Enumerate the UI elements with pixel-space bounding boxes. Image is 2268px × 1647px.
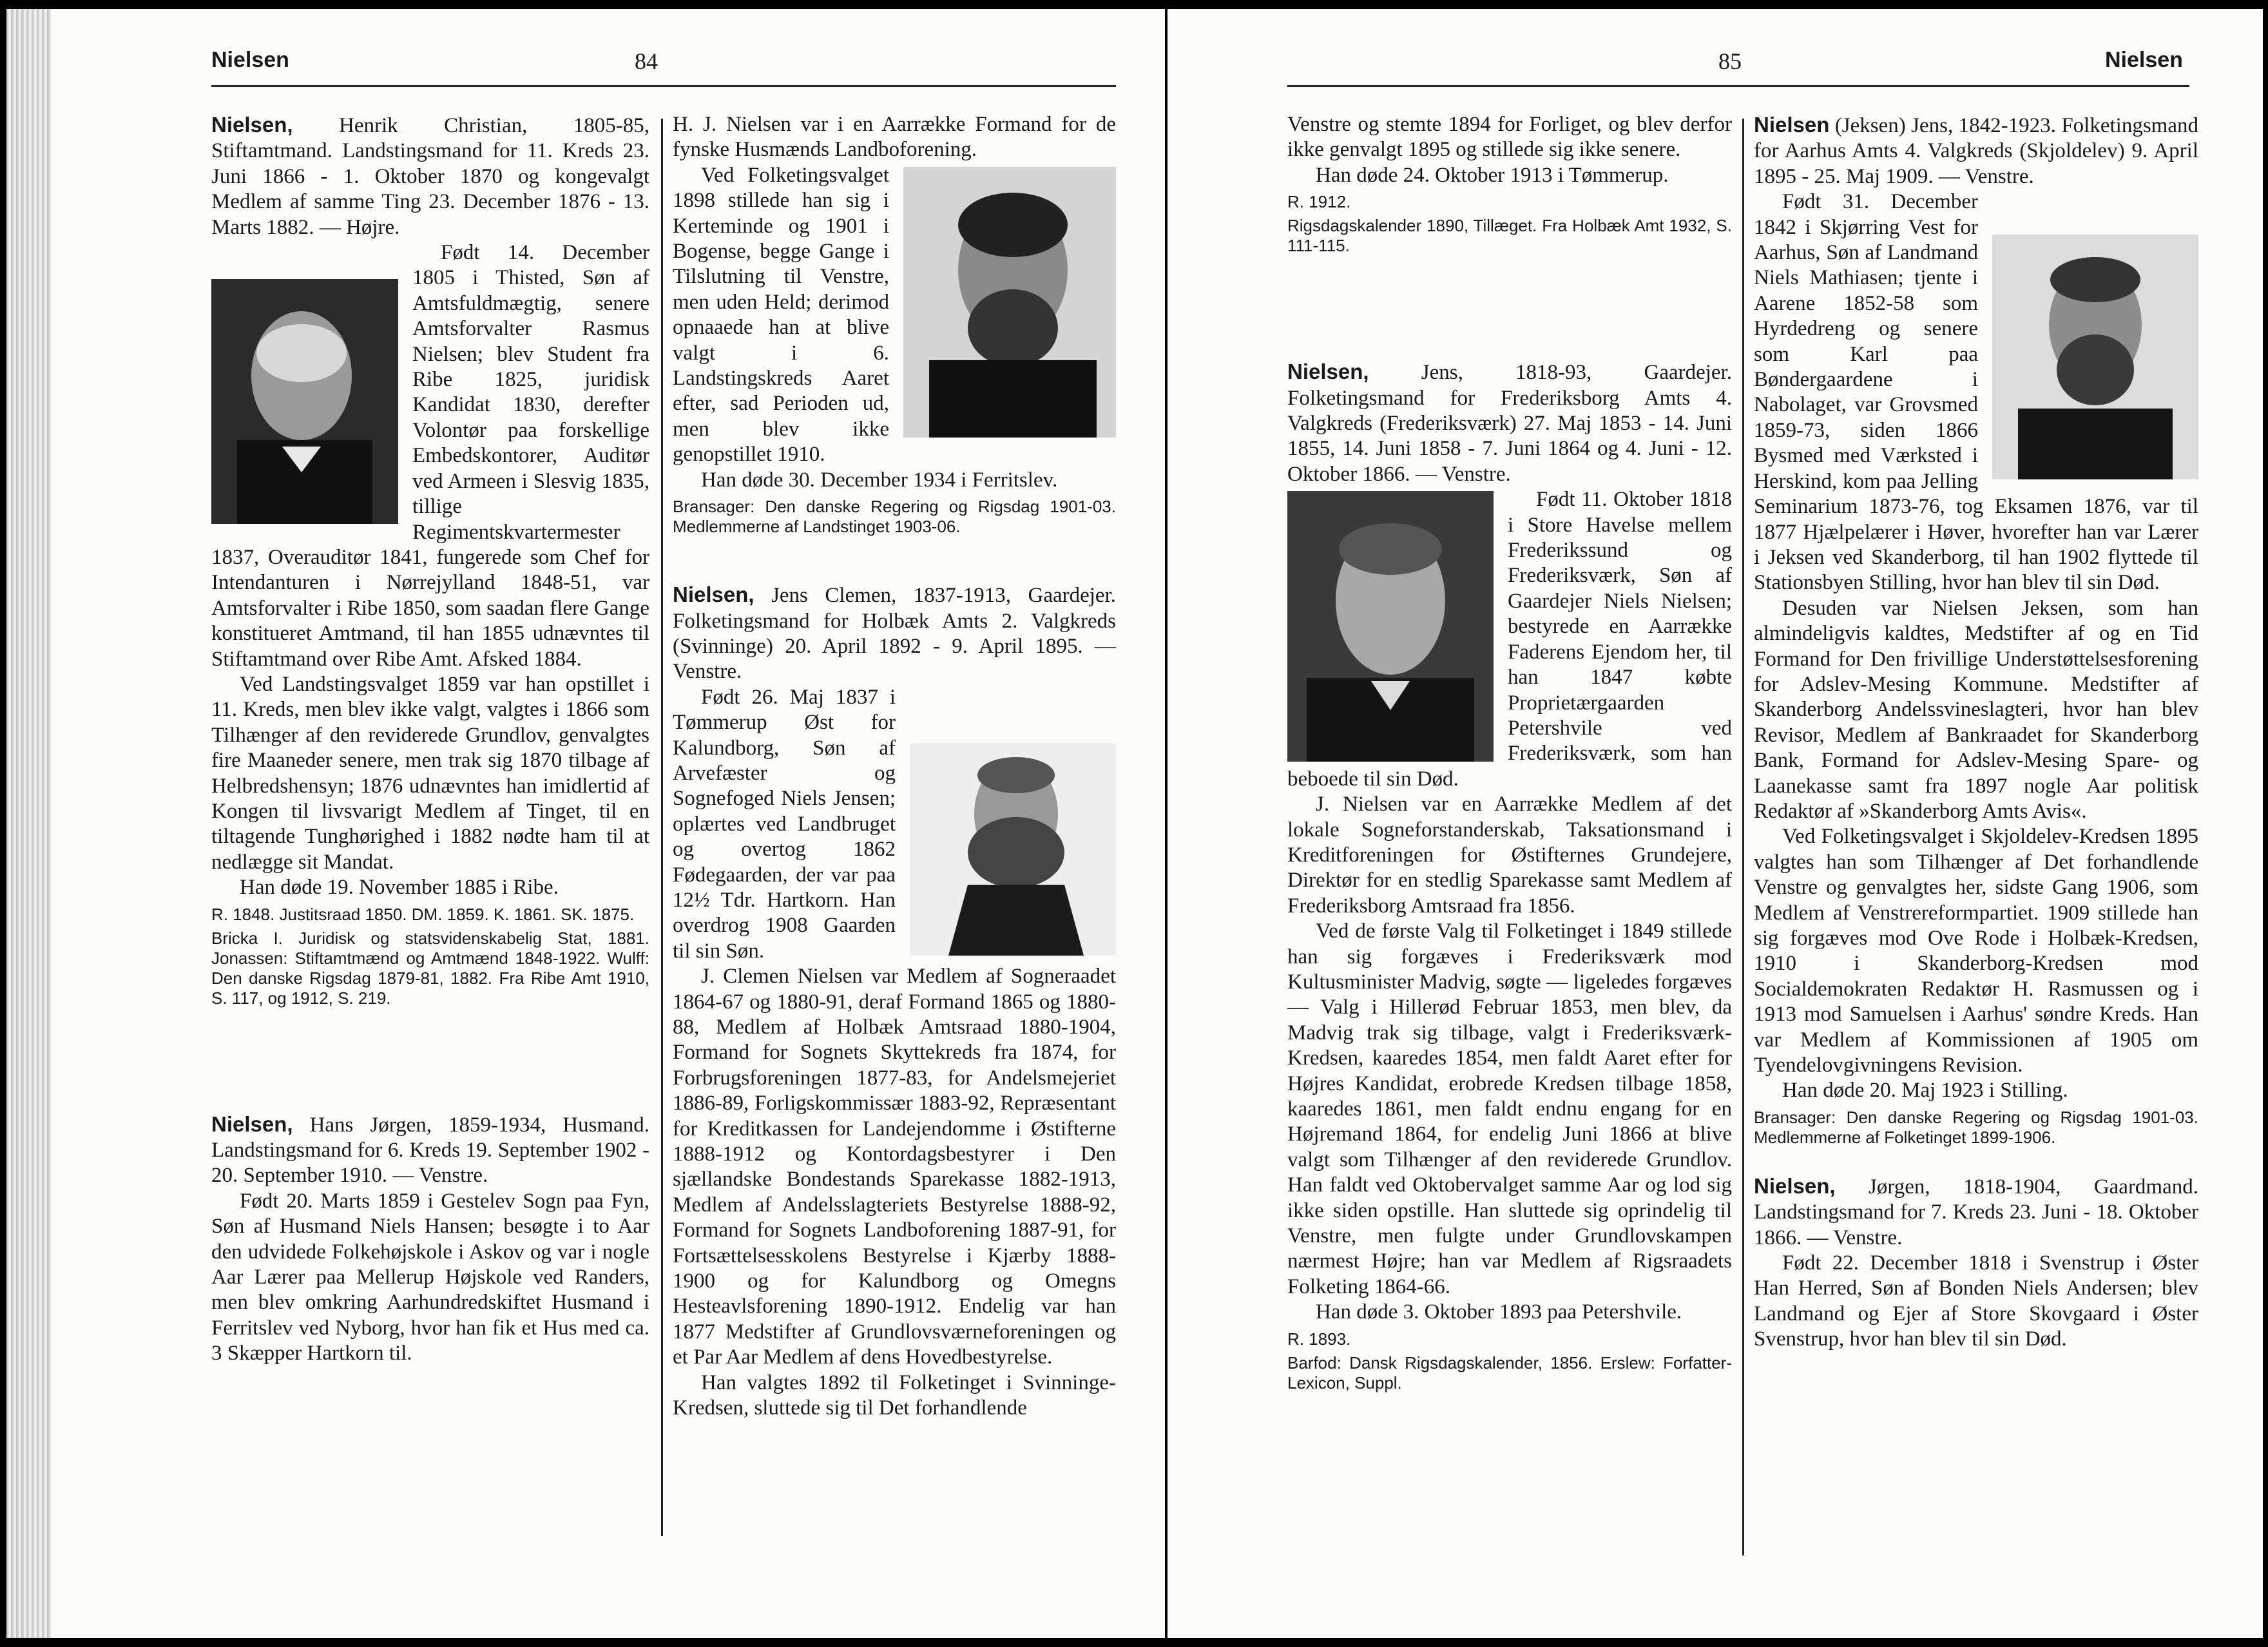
entry-sources: Rigsdagskalender 1890, Tillæget. Fra Holbæk Amt 1932, S. 111-115. <box>1287 216 1732 256</box>
portrait-jens-jeksen-nielsen <box>1992 235 2198 479</box>
page-number: 85 <box>1718 48 1742 74</box>
entry-sources: Bricka I. Juridisk og statsvidenskabelig Stat, 1881. Jonassen: Stiftamtmænd og Amtmænd 1848-1922. Wulff: Den danske Rigsdag 1879-81, 1882. Fra Ribe Amt 1910, S. 117, og 1912, S. 219. <box>211 928 649 1008</box>
right-column-1 <box>1287 112 1732 1393</box>
entry-name: Nielsen <box>1754 113 1830 137</box>
portrait-henrik-christian-nielsen <box>211 279 398 524</box>
running-head-name: Nielsen <box>2105 48 2183 72</box>
page-number: 84 <box>635 48 658 74</box>
entry-name: Nielsen, <box>211 1112 293 1136</box>
entry-paragraph: Født 11. Oktober 1818 i Store Havelse mellem Frederikssund og Frederiksværk, Søn af Gaardejer Niels Nielsen; bestyrede en Aarrække Faderens Ejendom her, til han 1847 købte Proprietærgaarden Petershvile ved Frederiksværk, som han beboede til sin Død. <box>1287 488 1732 791</box>
page-edge-stack <box>6 9 52 1638</box>
entry-name: Nielsen, <box>1287 360 1369 384</box>
entry-paragraph: Han valgtes 1892 til Folketinget i Svinninge-Kredsen, sluttede sig til Det forhandlende <box>673 1371 1116 1420</box>
entry-paragraph: Han døde 30. December 1934 i Ferritslev. <box>701 468 1058 492</box>
entry-paragraph: Han døde 3. Oktober 1893 paa Petershvile. <box>1316 1300 1682 1324</box>
entry-paragraph: Ved de første Valg til Folketinget i 1849 stillede han sig forgæves i Frederiksværk mod Kultusminister Madvig, søgte — ligeledes forgæves — Valg i Hillerød Februar 1853, men blev, da Madvig trak sig tilbage, valgt i Frederiksværk-Kredsen, kaaredes 1854, men faldt Aaret efter for Højres Kandidat, erobrede Kredsen tilbage 1858, kaaredes 1861, men faldt endnu engang for en Højremand 1864, for endelig Juni 1866 at blive valgt som Tilhænger af den reviderede Grundlov. Han faldt ved Oktobervalget samme Aar og lod sig ikke siden opstille. Han sluttede sig oprindelig til Venstre, men fulgte under Grundlovskampen nærmest Højre; han var Medlem af Rigsraadets Folketing 1864-66. <box>1287 920 1732 1298</box>
entry-honors: R. 1893. <box>1287 1329 1351 1349</box>
entry-paragraph: H. J. Nielsen var i en Aarrække Formand for de fynske Husmænds Landboforening. <box>673 113 1116 162</box>
column-rule <box>1742 119 1744 1556</box>
running-head-name: Nielsen <box>211 48 289 72</box>
entry-paragraph: Ved Landstingsvalget 1859 var han opstillet i 11. Kreds, men blev ikke valgt, valgtes i 1866 som Tilhænger af den reviderede Grundlov, genvalgtes fire Maaneder senere, men trak sig 1870 tilbage af Helbredshensyn; 1876 udnævntes han imidlertid af Kongen til livsvarigt Medlem af Tinget, til en tiltagende Tunghørighed i 1882 nødte ham til at nedlægge sit Mandat. <box>211 672 649 874</box>
entry-paragraph: Desuden var Nielsen Jeksen, som han almindeligvis kaldtes, Medstifter af og en Tid Formand for Den frivillige Understøttelsesforening for Adslev-Mesing Kommune. Medstifter af Skanderborg Andelssvineslagteri, hvor han blev Revisor, Medlem af Bankraadet for Skanderborg Bank, Formand for Adslev-Mesing Spare- og Laanekasse samt fra 1897 nogle Aar politisk Redaktør af »Skanderborg Amts Avis«. <box>1754 596 2198 823</box>
portrait-hans-jorgen-nielsen <box>903 167 1116 438</box>
entry-jens-clemen-nielsen <box>673 582 1116 685</box>
entry-name: Nielsen, <box>211 113 293 137</box>
entry-name: Nielsen, <box>673 583 754 607</box>
entry-sources: Bransager: Den danske Regering og Rigsdag 1901-03. Medlemmerne af Landstinget 1903-06. <box>673 497 1116 537</box>
entry-paragraph: Han døde 20. Maj 1923 i Stilling. <box>1782 1079 2068 1103</box>
entry-paragraph: Født 22. December 1818 i Svenstrup i Øster Han Herred, Søn af Bonden Niels Andersen; blev Landmand og Ejer af Store Skovgaard i Øster Svenstrup, hvor han blev til sin Død. <box>1754 1251 2198 1351</box>
entry-henrik-christian-nielsen <box>211 112 649 240</box>
header-rule <box>211 85 1116 87</box>
entry-paragraph: J. Clemen Nielsen var Medlem af Sogneraadet 1864-67 og 1880-91, deraf Formand 1865 og 1880-88, Medlem af Holbæk Amtsraad 1880-1904, Formand for Sognets Skyttekreds fra 1874, for Forbrugsforeningen 1877-83, for Andelsmejeriet 1886-89, Forligskommissær 1883-92, Repræsentant for Kreditkassen for Landejendomme i Østifterne 1888-1912 og Kontordagsbestyrer i Den sjællandske Bondestands Sparekasse 1882-1913, Medlem af Andelsslagteriets Bestyrelse 1888-92, Formand for Sognets Landboforening 1887-91, for Fortsættelsesskolens Bestyrelse i Kjærby 1888-1900 og for Kalundborg og Omegns Hesteavlsforening 1890-1912. Endelig var han 1877 Medstifter af Grundlovsværneforeningen og et Par Aar Medlem af dens Hovedbestyrelse. <box>673 965 1116 1369</box>
entry-honors: R. 1848. Justitsraad 1850. DM. 1859. K. 1861. SK. 1875. <box>211 904 635 924</box>
entry-honors: R. 1912. <box>1287 192 1351 212</box>
entry-paragraph: Født 20. Marts 1859 i Gestelev Sogn paa Fyn, Søn af Husmand Niels Hansen; besøgte i to Aar den udvidede Folkehøjskole i Askov og var i nogle Aar Lærer paa Mellerup Højskole ved Randers, men blev omkring Aarhundredskiftet Husmand i Ferritslev ved Nyborg, hvor han fik et Hus med ca. 3 Skæpper Hartkorn til. <box>211 1189 649 1365</box>
left-page <box>6 9 1165 1638</box>
left-column-2 <box>673 112 1116 1421</box>
entry-sources: Barfod: Dansk Rigsdagskalender, 1856. Erslew: Forfatter-Lexicon, Suppl. <box>1287 1353 1732 1392</box>
entry-paragraph: Venstre og stemte 1894 for Forliget, og blev derfor ikke genvalgt 1895 og stillede sig ikke senere. <box>1287 113 1732 162</box>
portrait-jens-nielsen-1818 <box>1287 491 1494 762</box>
entry-paragraph: Ved Folketingsvalget i Skjoldelev-Kredsen 1895 valgtes han som Tilhænger af Det forhandlende Venstre og genvalgtes her, sidste Gang 1906, som Medlem af Venstrereformpartiet. 1909 stillede han sig forgæves mod Ove Rode i Holbæk-Kredsen, 1910 i Skanderborg-Kredsen mod Socialdemokraten Redaktør H. Rasmussen og i 1913 mod Samuelsen i Aarhus' søndre Kreds. Han var Medlem af Kommissionen af 1905 om Tyendelovgivningens Revision. <box>1754 825 2198 1077</box>
entry-lead: (Jeksen) Jens, 1842-1923. Folketingsmand for Aarhus Amts 4. Valgkreds (Skjoldelev) 9. April 1895 - 25. Maj 1909. — Venstre. <box>1754 114 2198 188</box>
column-rule <box>661 119 663 1536</box>
entry-jorgen-nielsen <box>1754 1173 2198 1251</box>
entry-lead: Jens, 1818-93, Gaardejer. Folketingsmand for Frederiksborg Amts 4. Valgkreds (Frederiksværk) 27. Maj 1853 - 14. Juni 1855, 14. Juni 1858 - 7. Juni 1864 og 4. Juni - 12. Oktober 1866. — Venstre. <box>1287 361 1732 486</box>
entry-paragraph: J. Nielsen var en Aarrække Medlem af det lokale Sogneforstanderskab, Taksationsmand i Kreditforeningen for Østifternes Grundejere, Direktør for en stedlig Sparekasse samt Medlem af Frederiksborg Amtsraad fra 1856. <box>1287 793 1732 918</box>
entry-paragraph: Født 31. December 1842 i Skjørring Vest for Aarhus, Søn af Landmand Niels Mathiasen; tjente i Aarene 1852-58 som Hyrdedreng og senere som Karl paa Bøndergaardene i Nabolaget, var Grovsmed 1859-73, siden 1866 Bysmed med Værksted i Herskind, kom paa Jelling Seminarium 1873-76, tog Eksamen 1876, var til 1877 Hjælpelærer i Høver, hvorefter han var Lærer i Jeksen ved Skanderborg, til han 1902 flyttede til Stationsbyen Stilling, hvor han blev til sin Død. <box>1754 190 2198 595</box>
entry-paragraph: Ved Folketingsvalget 1898 stillede han sig i Kerteminde og 1901 i Bogense, begge Gange i Tilslutning til Venstre, men uden Held; derimod opnaaede han at blive valgt i 6. Landstingskreds Aaret efter, sad Perioden ud, men blev ikke genopstillet 1910. <box>673 163 889 467</box>
entry-jens-jeksen-nielsen <box>1754 112 2198 189</box>
entry-lead: Henrik Christian, 1805-85, Stiftamtmand. Landstingsmand for 11. Kreds 23. Juni 1866 - 1. Oktober 1870 og kongevalgt Medlem af samme Ting 23. December 1876 - 13. Marts 1882. — Højre. <box>211 114 649 239</box>
entry-jens-nielsen-1818 <box>1287 359 1732 487</box>
entry-lead: Jens Clemen, 1837-1913, Gaardejer. Folketingsmand for Holbæk Amts 2. Valgkreds (Svinninge) 20. April 1892 - 9. April 1895. — Venstre. <box>673 584 1116 684</box>
entry-paragraph: Han døde 24. Oktober 1913 i Tømmerup. <box>1316 163 1669 187</box>
entry-lead: Hans Jørgen, 1859-1934, Husmand. Landstingsmand for 6. Kreds 19. September 1902 - 20. September 1910. — Venstre. <box>211 1113 649 1188</box>
right-page <box>1168 9 2263 1638</box>
entry-sources: Bransager: Den danske Regering og Rigsdag 1901-03. Medlemmerne af Folketinget 1899-1906. <box>1754 1107 2198 1147</box>
left-column-1 <box>211 112 649 1367</box>
header-rule <box>1287 85 2189 87</box>
right-column-2 <box>1754 112 2198 1353</box>
entry-paragraph: Født 14. December 1805 i Thisted, Søn af Amtsfuldmægtig, senere Amtsforvalter Rasmus Nielsen; blev Student fra Ribe 1825, juridisk Kandidat 1830, derefter Volontør paa forskellige Embedskontorer, Auditør ved Armeen i Slesvig 1835, tillige Regimentskvartermester 1837, Overauditør 1841, fungerede som Chef for Intendanturen i Nørrejylland 1848-51, var Amtsforvalter i Ribe 1850, som saadan flere Gange konstitueret Amtmand, til han 1855 udnævntes til Stiftamtmand over Ribe Amt. Afsked 1884. <box>211 241 649 671</box>
entry-name: Nielsen, <box>1754 1173 1836 1198</box>
entry-hans-jorgen-nielsen <box>211 1112 649 1189</box>
entry-lead: Jørgen, 1818-1904, Gaardmand. Landstingsmand for 7. Kreds 23. Juni - 18. Oktober 1866. — Venstre. <box>1754 1175 2198 1249</box>
portrait-jens-clemen-nielsen <box>910 743 1116 956</box>
entry-paragraph: Han døde 19. November 1885 i Ribe. <box>240 876 559 900</box>
entry-paragraph: Født 26. Maj 1837 i Tømmerup Øst for Kalundborg, Søn af Arvefæster og Sognefoged Niels Jensen; oplærtes ved Landbruget og overtog 1862 Fødegaarden, der var paa 12½ Tdr. Hartkorn. Han overdrog 1908 Gaarden til sin Søn. <box>673 685 896 963</box>
